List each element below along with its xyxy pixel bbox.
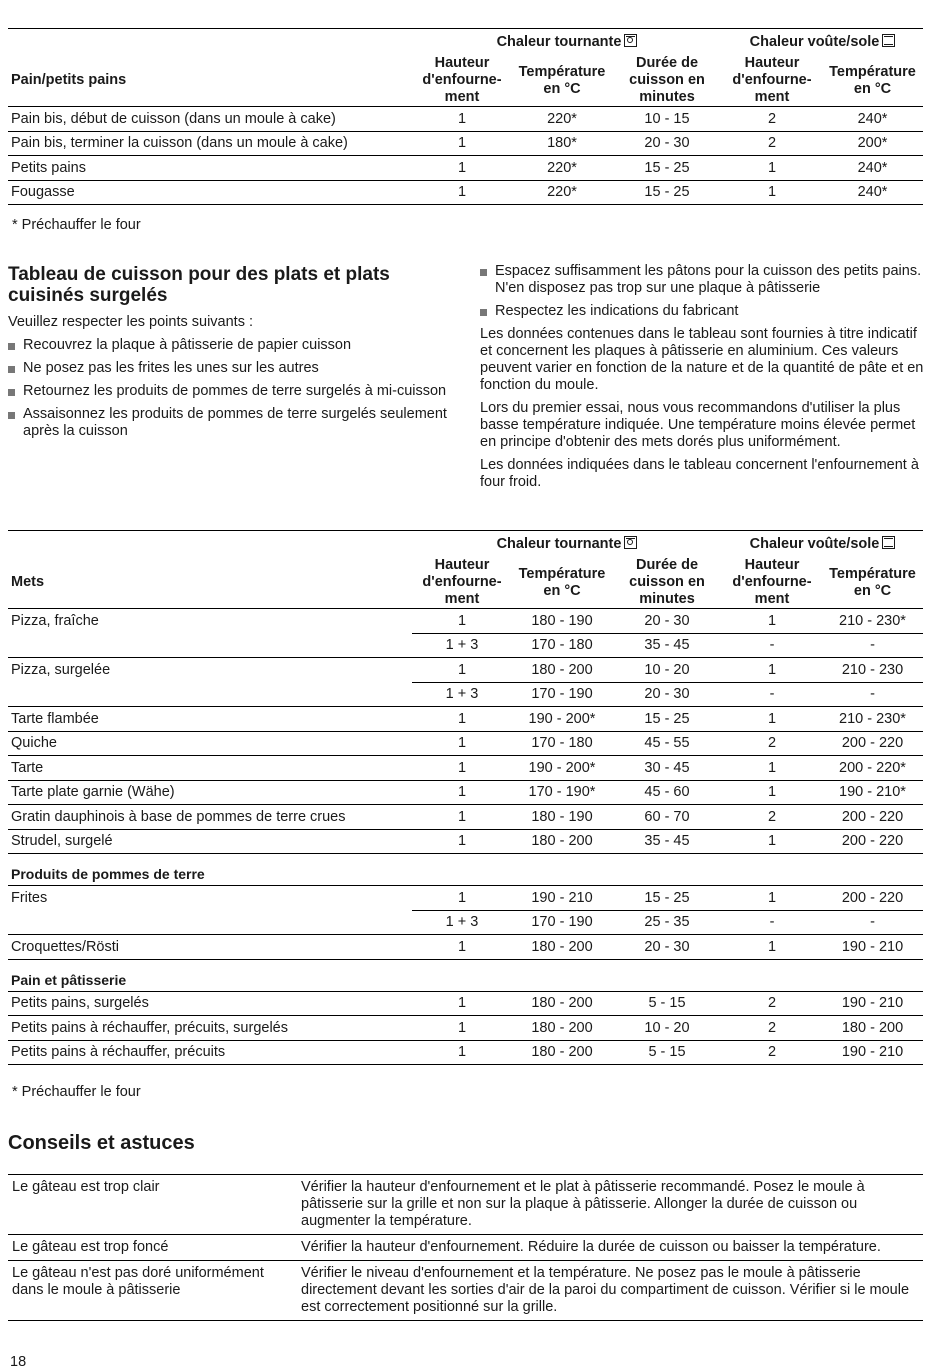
column-header-temperature: Température en °C (518, 565, 606, 599)
dish-name: Tarte (8, 756, 412, 781)
table-cell: 180 - 200 (512, 935, 612, 960)
table-cell: 190 - 210* (822, 780, 923, 805)
table-cell: 2 (722, 731, 822, 756)
column-header-height: Hauteur d'enfourne-ment (732, 557, 812, 607)
dish-name: Pizza, surgelée (11, 662, 111, 678)
table-cell: 1 (412, 131, 512, 156)
column-header-dish: Pain/petits pains (11, 72, 127, 88)
column-header-height: Hauteur d'enfourne-ment (732, 55, 812, 105)
table-row (8, 107, 923, 132)
table-cell: 15 - 25 (612, 156, 722, 181)
table-cell: 15 - 25 (612, 707, 722, 732)
table-cell: 170 - 190 (512, 682, 612, 707)
table-cell: 45 - 60 (612, 780, 722, 805)
fan-oven-icon (624, 34, 637, 47)
table-cell: 5 - 15 (612, 1040, 722, 1065)
table-cell: 1 + 3 (412, 910, 512, 935)
dish-name: Croquettes/Rösti (8, 935, 412, 960)
tip-solution: Vérifier le niveau d'enfournement et la température. Ne posez pas le moule à pâtisserie directement devant les sorties d'air de la paroi du compartiment de cuisson. Vérifier si le moule est correctement positionné sur la grille. (297, 1261, 923, 1321)
table-row (8, 731, 923, 756)
dish-name: Pain bis, terminer la cuisson (dans un moule à cake) (8, 131, 412, 156)
table-cell: 2 (722, 131, 822, 156)
dish-name: Gratin dauphinois à base de pommes de terre crues (8, 805, 412, 830)
table-cell: 220* (512, 156, 612, 181)
table-cell: 1 (412, 707, 512, 732)
table-cell: 180 - 200 (512, 1016, 612, 1041)
right-column (480, 263, 925, 497)
table-row (8, 156, 923, 181)
table-cell: 1 (412, 805, 512, 830)
tip-solution: Vérifier la hauteur d'enfournement et le plat à pâtisserie recommandé. Posez le moule à pâtisserie sur la grille et non sur la plaque à pâtisserie. Allonger la durée de cuisson ou augmenter la température. (297, 1175, 923, 1235)
table-cell: 1 (412, 886, 512, 911)
table-cell: 180 - 190 (512, 609, 612, 634)
table-cell: 1 (722, 707, 822, 732)
bullet-item: Retournez les produits de pommes de terre surgelés à mi-cuisson (8, 383, 448, 400)
table-cell: 210 - 230 (822, 658, 923, 683)
table-cell: 180 - 190 (512, 805, 612, 830)
table-cell: 190 - 210 (512, 886, 612, 911)
dish-name: Petits pains, surgelés (8, 991, 412, 1016)
table-cell: 1 (412, 156, 512, 181)
intro-text: Veuillez respecter les points suivants : (8, 314, 254, 330)
table-cell: 1 (412, 1040, 512, 1065)
table-cell: 200 - 220 (822, 829, 923, 854)
table-cell: 1 (722, 658, 822, 683)
table-cell: 10 - 20 (612, 1016, 722, 1041)
table-cell: 1 (722, 935, 822, 960)
dish-name: Tarte plate garnie (Wähe) (8, 780, 412, 805)
table-row (8, 609, 923, 634)
table-row (8, 991, 923, 1016)
dish-name (8, 633, 412, 658)
table-cell: 30 - 45 (612, 756, 722, 781)
table-row (8, 935, 923, 960)
table-cell: 200 - 220 (822, 886, 923, 911)
paragraph: Lors du premier essai, nous vous recommandons d'utiliser la plus basse température indiquée. Une température moins élevée permet en principe d'obtenir des mets dorés plus uniformément. (480, 400, 916, 450)
table-cell: 1 (412, 756, 512, 781)
table-row (8, 180, 923, 205)
column-header-duration: Durée de cuisson en minutes (629, 55, 705, 105)
table-cell: 45 - 55 (612, 731, 722, 756)
bullet-item: Recouvrez la plaque à pâtisserie de papier cuisson (8, 337, 448, 354)
table-cell: 20 - 30 (612, 935, 722, 960)
table-cell: 1 (412, 780, 512, 805)
table-cell: 180* (512, 131, 612, 156)
table-cell: 190 - 210 (822, 991, 923, 1016)
table-cell: 180 - 200 (822, 1016, 923, 1041)
table-cell: 170 - 180 (512, 731, 612, 756)
table-cell: 20 - 30 (612, 682, 722, 707)
table-cell: 190 - 200* (512, 707, 612, 732)
table-cell: 180 - 200 (512, 829, 612, 854)
group-header-topbottom: Chaleur voûte/sole (722, 29, 923, 56)
table-cell: - (822, 633, 923, 658)
bullet-item: Respectez les indications du fabricant (480, 303, 925, 320)
category-row (8, 959, 923, 991)
table-row (8, 829, 923, 854)
column-header-height: Hauteur d'enfourne-ment (422, 557, 502, 607)
column-header-temperature: Température en °C (829, 63, 916, 97)
table-cell: 15 - 25 (612, 180, 722, 205)
dish-name: Tarte flambée (8, 707, 412, 732)
table-cell: 190 - 200* (512, 756, 612, 781)
tip-solution: Vérifier la hauteur d'enfournement. Réduire la durée de cuisson ou baisser la température. (297, 1235, 923, 1261)
table-cell: 1 (412, 731, 512, 756)
category-label: Pain et pâtisserie (8, 959, 923, 991)
table-cell: 210 - 230* (822, 609, 923, 634)
footnote: * Préchauffer le four (12, 217, 141, 233)
table-cell: - (722, 633, 822, 658)
table-cell: 240* (822, 107, 923, 132)
table-cell: 10 - 15 (612, 107, 722, 132)
category-row (8, 854, 923, 886)
dish-name: Petits pains (8, 156, 412, 181)
table-cell: 20 - 30 (612, 131, 722, 156)
dish-name (8, 910, 412, 935)
table-cell: 35 - 45 (612, 633, 722, 658)
table-cell: 1 (412, 1016, 512, 1041)
table-cell: 1 (722, 780, 822, 805)
table-cell: 1 + 3 (412, 633, 512, 658)
column-header-temperature: Température en °C (518, 63, 606, 97)
dish-name: Pain bis, début de cuisson (dans un moule à cake) (8, 107, 412, 132)
column-header-temperature: Température en °C (829, 565, 916, 599)
frozen-dishes-table (8, 530, 923, 1065)
table-row (8, 1016, 923, 1041)
left-column (8, 314, 448, 446)
table-cell: 1 (722, 756, 822, 781)
tips-table (8, 1174, 923, 1321)
dish-name (8, 682, 412, 707)
tip-row (8, 1175, 923, 1235)
table-row (8, 805, 923, 830)
table-cell: 190 - 210 (822, 1040, 923, 1065)
dish-name: Pizza, fraîche (11, 613, 99, 629)
tip-row (8, 1235, 923, 1261)
top-bottom-heat-icon (882, 34, 895, 47)
table-cell: 15 - 25 (612, 886, 722, 911)
table-cell: 1 (722, 609, 822, 634)
table-cell: 240* (822, 156, 923, 181)
table-cell: 1 (722, 886, 822, 911)
table-cell: 2 (722, 805, 822, 830)
table-cell: 210 - 230* (822, 707, 923, 732)
table-cell: 1 + 3 (412, 682, 512, 707)
table-cell: - (722, 682, 822, 707)
table-cell: 2 (722, 1016, 822, 1041)
table-cell: - (822, 682, 923, 707)
paragraph: Les données contenues dans le tableau sont fournies à titre indicatif et concernent les plaques à pâtisserie en aluminium. Ces valeurs peuvent varier en fonction de la nature et de la quantité de pâte et en fonction du moule. (480, 326, 924, 393)
table-cell: 5 - 15 (612, 991, 722, 1016)
table-row (8, 633, 923, 658)
table-cell: 200* (822, 131, 923, 156)
table-cell: 1 (412, 658, 512, 683)
bread-table (8, 28, 923, 205)
bullet-list (480, 263, 925, 320)
table-row (8, 910, 923, 935)
column-header-dish: Mets (11, 574, 45, 590)
section-title: Tableau de cuisson pour des plats et plats cuisinés surgelés (8, 264, 390, 306)
dish-name: Frites (11, 890, 48, 906)
tip-row (8, 1261, 923, 1321)
table-cell: 25 - 35 (612, 910, 722, 935)
table-cell: 170 - 190* (512, 780, 612, 805)
page-number: 18 (10, 1354, 27, 1370)
tips-title: Conseils et astuces (8, 1132, 195, 1154)
table-cell: 1 (722, 829, 822, 854)
dish-name: Quiche (8, 731, 412, 756)
table-cell: 1 (412, 107, 512, 132)
table-cell: 1 (722, 156, 822, 181)
dish-name: Fougasse (8, 180, 412, 205)
table-cell: - (822, 910, 923, 935)
bullet-item: Espacez suffisamment les pâtons pour la cuisson des petits pains. N'en disposez pas trop sur une plaque à pâtisserie (480, 263, 925, 297)
table-cell: 240* (822, 180, 923, 205)
column-header-height: Hauteur d'enfourne-ment (422, 55, 502, 105)
footnote: * Préchauffer le four (12, 1084, 141, 1100)
dish-name: Petits pains à réchauffer, précuits (8, 1040, 412, 1065)
table-cell: 2 (722, 1040, 822, 1065)
paragraph: Les données indiquées dans le tableau concernent l'enfournement à four froid. (480, 457, 919, 490)
table-cell: 35 - 45 (612, 829, 722, 854)
table-cell: 220* (512, 107, 612, 132)
tip-problem: Le gâteau n'est pas doré uniformément dans le moule à pâtisserie (8, 1261, 297, 1321)
table-row (8, 780, 923, 805)
top-bottom-heat-icon (882, 536, 895, 549)
fan-oven-icon (624, 536, 637, 549)
table-cell: 1 (412, 180, 512, 205)
table-cell: 200 - 220* (822, 756, 923, 781)
table-cell: 180 - 200 (512, 1040, 612, 1065)
group-header-fan: Chaleur tournante (412, 29, 722, 56)
table-cell: 190 - 210 (822, 935, 923, 960)
table-cell: 60 - 70 (612, 805, 722, 830)
table-cell: 1 (722, 180, 822, 205)
table-cell: 1 (412, 829, 512, 854)
table-cell: 180 - 200 (512, 658, 612, 683)
table-cell: 1 (412, 609, 512, 634)
table-cell: 180 - 200 (512, 991, 612, 1016)
column-header-duration: Durée de cuisson en minutes (629, 557, 705, 607)
table-row (8, 756, 923, 781)
table-cell: 10 - 20 (612, 658, 722, 683)
table-row (8, 131, 923, 156)
table-cell: 2 (722, 991, 822, 1016)
table-cell: 1 (412, 935, 512, 960)
table-cell: 170 - 180 (512, 633, 612, 658)
table-row (8, 682, 923, 707)
tip-problem: Le gâteau est trop foncé (8, 1235, 297, 1261)
table-row (8, 707, 923, 732)
table-row (8, 658, 923, 683)
table-cell: - (722, 910, 822, 935)
dish-name: Strudel, surgelé (8, 829, 412, 854)
table-row (8, 1040, 923, 1065)
table-cell: 1 (412, 991, 512, 1016)
tip-problem: Le gâteau est trop clair (8, 1175, 297, 1235)
table-cell: 170 - 190 (512, 910, 612, 935)
dish-name: Petits pains à réchauffer, précuits, surgelés (8, 1016, 412, 1041)
bullet-list (8, 337, 448, 440)
table-cell: 20 - 30 (612, 609, 722, 634)
bullet-item: Ne posez pas les frites les unes sur les autres (8, 360, 448, 377)
table-cell: 200 - 220 (822, 731, 923, 756)
group-header-topbottom: Chaleur voûte/sole (722, 531, 923, 558)
bullet-item: Assaisonnez les produits de pommes de terre surgelés seulement après la cuisson (8, 406, 448, 440)
table-cell: 2 (722, 107, 822, 132)
category-label: Produits de pommes de terre (8, 854, 923, 886)
table-cell: 200 - 220 (822, 805, 923, 830)
table-cell: 220* (512, 180, 612, 205)
group-header-fan: Chaleur tournante (412, 531, 722, 558)
table-row (8, 886, 923, 911)
